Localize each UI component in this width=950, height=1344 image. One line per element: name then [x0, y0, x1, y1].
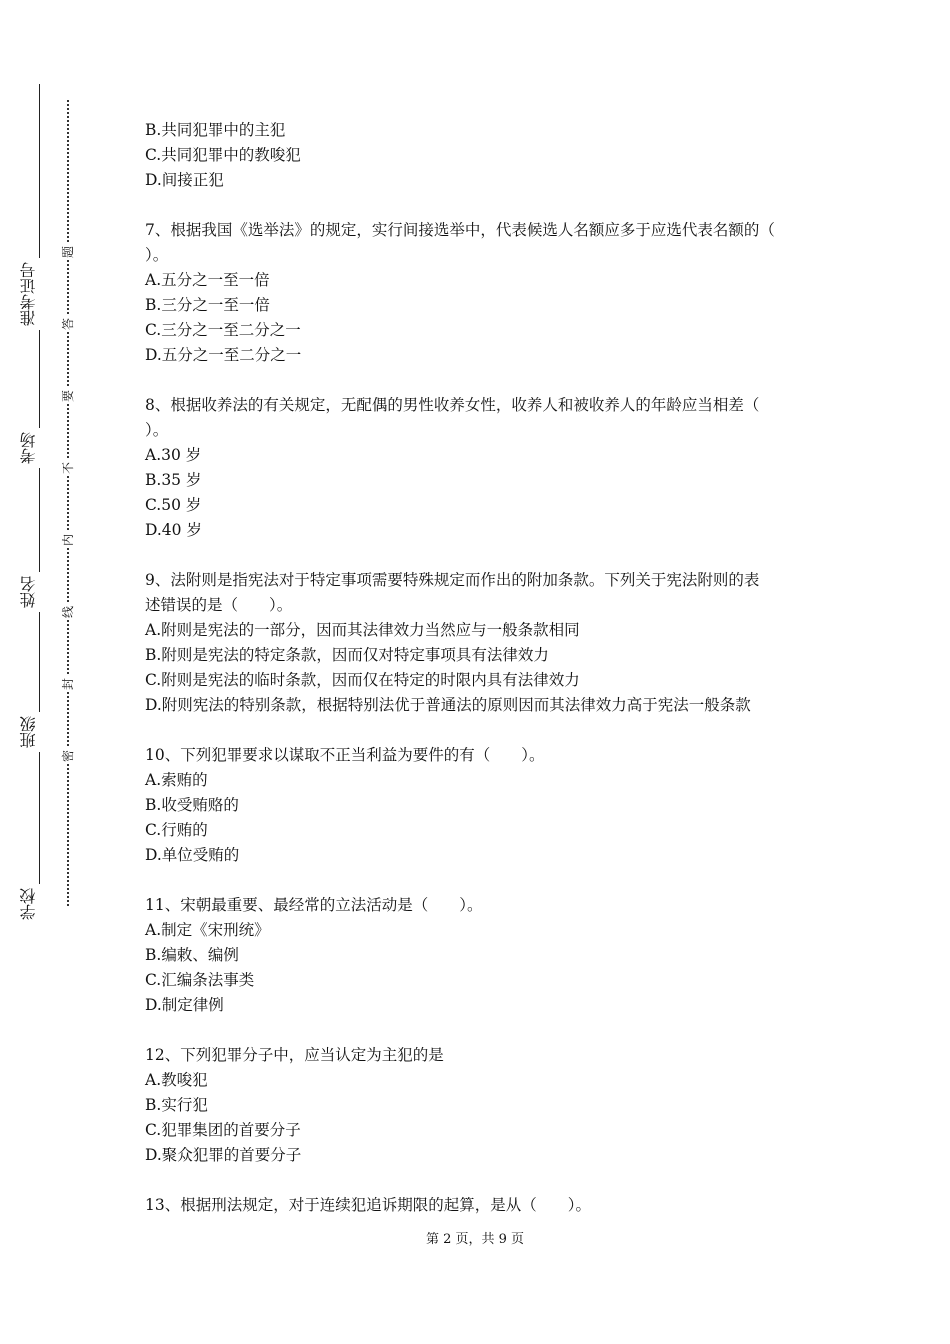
seal-char: 密: [61, 750, 75, 763]
option: D.聚众犯罪的首要分子: [145, 1146, 302, 1164]
question-stem: 述错误的是（ ）。: [145, 596, 293, 614]
question-8: [145, 393, 815, 543]
seal-char: 内: [61, 534, 75, 547]
option: B.三分之一至一倍: [145, 296, 270, 314]
question-stem: 9、法附则是指宪法对于特定事项需要特殊规定而作出的附加条款。下列关于宪法附则的表: [145, 571, 760, 589]
question-stem: ）。: [145, 421, 169, 439]
seal-char: 不: [61, 462, 75, 475]
seal-char: 封: [61, 678, 75, 691]
option: B.附则是宪法的特定条款，因而仅对特定事项具有法律效力: [145, 646, 549, 664]
option: C.犯罪集团的首要分子: [145, 1121, 301, 1139]
option: D.间接正犯: [145, 171, 224, 189]
question-13: [145, 1193, 815, 1218]
option: D.五分之一至二分之一: [145, 346, 302, 364]
option: A.索贿的: [145, 771, 208, 789]
page-number: 第 2 页，共 9 页: [425, 1232, 525, 1247]
question-stem: 7、根据我国《选举法》的规定，实行间接选举中，代表候选人名额应多于应选代表名额的（: [145, 221, 775, 239]
question-6-tail: [145, 118, 815, 193]
option: C.附则是宪法的临时条款，因而仅在特定的时限内具有法律效力: [145, 671, 580, 689]
option: B.收受贿赂的: [145, 796, 239, 814]
exam-room-label: 考场: [18, 428, 42, 468]
option: A.五分之一至一倍: [145, 271, 270, 289]
option: C.三分之一至二分之一: [145, 321, 301, 339]
question-stem: 11、宋朝最重要、最经常的立法活动是（ ）。: [145, 896, 483, 914]
question-stem: 12、下列犯罪分子中，应当认定为主犯的是: [145, 1046, 444, 1064]
seal-char: 答: [61, 318, 75, 331]
option: D.单位受贿的: [145, 846, 240, 864]
question-stem: 10、下列犯罪要求以谋取不正当利益为要件的有（ ）。: [145, 746, 545, 764]
seal-char: 题: [61, 246, 75, 259]
question-stem: 13、根据刑法规定，对于连续犯追诉期限的起算，是从（ ）。: [145, 1196, 591, 1214]
option: C.共同犯罪中的教唆犯: [145, 146, 301, 164]
seal-dotted-line: [67, 100, 69, 906]
option: A.30 岁: [145, 446, 202, 464]
option: A.制定《宋刑统》: [145, 921, 270, 939]
option: D.附则宪法的特别条款，根据特别法优于普通法的原则因而其法律效力高于宪法一般条款: [145, 696, 751, 714]
option: B.共同犯罪中的主犯: [145, 121, 286, 139]
question-stem: 8、根据收养法的有关规定，无配偶的男性收养女性，收养人和被收养人的年龄应当相差（: [145, 396, 760, 414]
option: B.35 岁: [145, 471, 202, 489]
seal-char: 线: [61, 606, 75, 619]
name-label: 姓名: [18, 572, 42, 612]
exam-number-label: 准考证号: [18, 258, 42, 330]
option: C.行贿的: [145, 821, 208, 839]
option: B.编敕、编例: [145, 946, 239, 964]
school-label: 学校: [18, 884, 42, 924]
seal-char: 要: [61, 390, 75, 403]
question-9: [145, 568, 815, 718]
question-12: [145, 1043, 815, 1168]
class-label: 班级: [18, 712, 42, 752]
option: A.附则是宪法的一部分，因而其法律效力当然应与一般条款相同: [145, 621, 580, 639]
option: D.40 岁: [145, 521, 202, 539]
question-7: [145, 218, 815, 368]
binding-solid-line: [39, 84, 40, 924]
option: A.教唆犯: [145, 1071, 208, 1089]
option: B.实行犯: [145, 1096, 208, 1114]
option: C.汇编条法事类: [145, 971, 255, 989]
question-stem: ）。: [145, 246, 169, 264]
option: D.制定律例: [145, 996, 224, 1014]
option: C.50 岁: [145, 496, 202, 514]
question-10: [145, 743, 815, 868]
question-content: [145, 118, 815, 1218]
question-11: [145, 893, 815, 1018]
